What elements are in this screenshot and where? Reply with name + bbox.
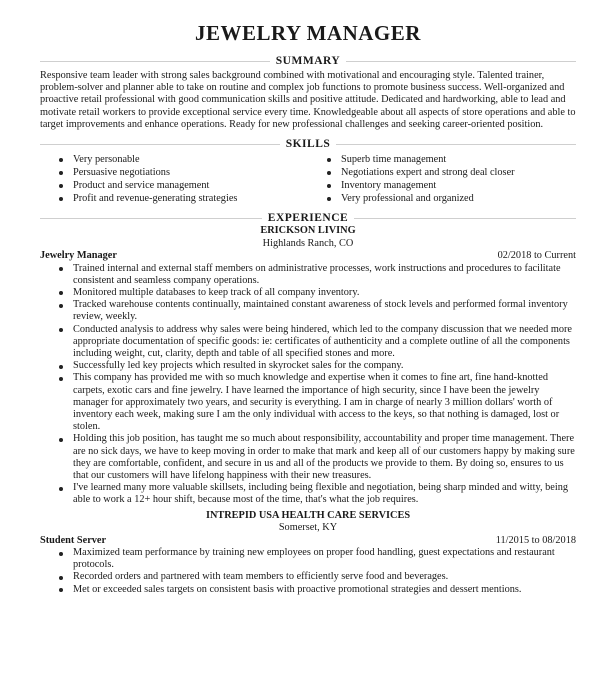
job-location: Highlands Ranch, CO [262, 237, 354, 249]
job-entry [40, 225, 576, 507]
duty-item: Holding this job position, has taught me so much about responsibility, accountability and proper time management. There are no sick days, we have to keep moving in order to make that mark and keep all of our customers happy by making sure they are comfortable, confident, and secure in us and all of the products we provide to them. By doing so, ensures to us that our customers will have lifelong happiness with their new treasures. [40, 433, 576, 482]
skill-item: Very professional and organized [308, 192, 576, 205]
duty-item: Trained internal and external staff members on administrative processes, work instructions and procedures to facilitate consistent and seamless company operations. [40, 263, 576, 287]
job-duties [40, 263, 576, 507]
resume-name: JEWELRY MANAGER [195, 21, 421, 45]
skill-item: Negotiations expert and strong deal closer [308, 166, 576, 179]
duty-item: Maximized team performance by training new employees on proper food handling, guest expectations and restaurant protocols. [40, 547, 576, 571]
skills-heading [40, 137, 576, 151]
job-entry [40, 510, 576, 596]
job-dates: 02/2018 to Current [497, 250, 576, 262]
skill-item: Profit and revenue-generating strategies [40, 192, 308, 205]
duty-item: This company has provided me with so much knowledge and expertise when it comes to fine art, fine hand-knotted carpets, exotic cars and fine jewelry. I have learned the importance of high security, since I have been the jewelry manager for approximately two years, and security is everything. I am in charge of nearly 3 million dollars' worth of inventory each week, making sure I am the only individual with access to the keys, so that nothing is damaged, lost or stolen. [40, 372, 576, 433]
skill-item: Persuasive negotiations [40, 166, 308, 179]
summary-heading [40, 54, 576, 68]
skills-column-right [308, 153, 576, 205]
summary-heading-label: SUMMARY [270, 55, 346, 67]
job-duties [40, 547, 576, 596]
job-title-row [40, 535, 576, 548]
duty-item: I've learned many more valuable skillsets, including being flexible and negotiation, being sharp minded and witty, being able to work a 12+ hour shift, because most of the time, that's what the job requires. [40, 482, 576, 506]
duty-item: Successfully led key projects which resulted in skyrocket sales for the company. [40, 360, 576, 372]
duty-item: Monitored multiple databases to keep track of all company inventory. [40, 287, 576, 299]
duty-item: Tracked warehouse contents continually, maintained constant awareness of stock levels and performed formal inventory review, weekly. [40, 299, 576, 323]
skill-item: Inventory management [308, 179, 576, 192]
experience-heading [40, 211, 576, 225]
skills-column-left [40, 153, 308, 205]
duty-item: Met or exceeded sales targets on consistent basis with proactive promotional strategies and dessert mentions. [40, 584, 576, 596]
duty-item: Recorded orders and partnered with team members to efficiently serve food and beverages. [40, 571, 576, 583]
job-location: Somerset, KY [278, 522, 338, 534]
job-dates: 11/2015 to 08/2018 [495, 534, 576, 546]
job-title: Student Server [40, 534, 107, 546]
job-company: INTREPID USA HEALTH CARE SERVICES [205, 509, 411, 521]
skill-item: Superb time management [308, 153, 576, 166]
job-title: Jewelry Manager [40, 250, 117, 262]
skill-item: Product and service management [40, 179, 308, 192]
skills-list [40, 153, 576, 205]
summary-text: Responsive team leader with strong sales background combined with motivational and encouraging style. Talented trainer, problem-solver and planner able to take on routine and complex job functions to promote business success. Well-organized and proactive retail professional with good communication skills and positive attitude. Dedicated and hardworking, able to lead and motivate retail workers to provide exceptional service every time. Knowledgeable about all aspects of store operations and able to target improvements and enhance operations. Ready for new professional challenges and seeking career-oriented position. [40, 70, 576, 130]
duty-item: Conducted analysis to address why sales were being hindered, which led to the company discussion that we needed more appropriate documentation of specific goods: ie: certificates of authenticity and a complete outline of all the components including weight, cut, clarity, depth and table of all specified stones and more. [40, 324, 576, 361]
skills-heading-label: SKILLS [280, 138, 337, 150]
experience-heading-label: EXPERIENCE [262, 212, 354, 224]
skill-item: Very personable [40, 153, 308, 166]
job-title-row [40, 250, 576, 263]
job-company: ERICKSON LIVING [260, 225, 356, 237]
